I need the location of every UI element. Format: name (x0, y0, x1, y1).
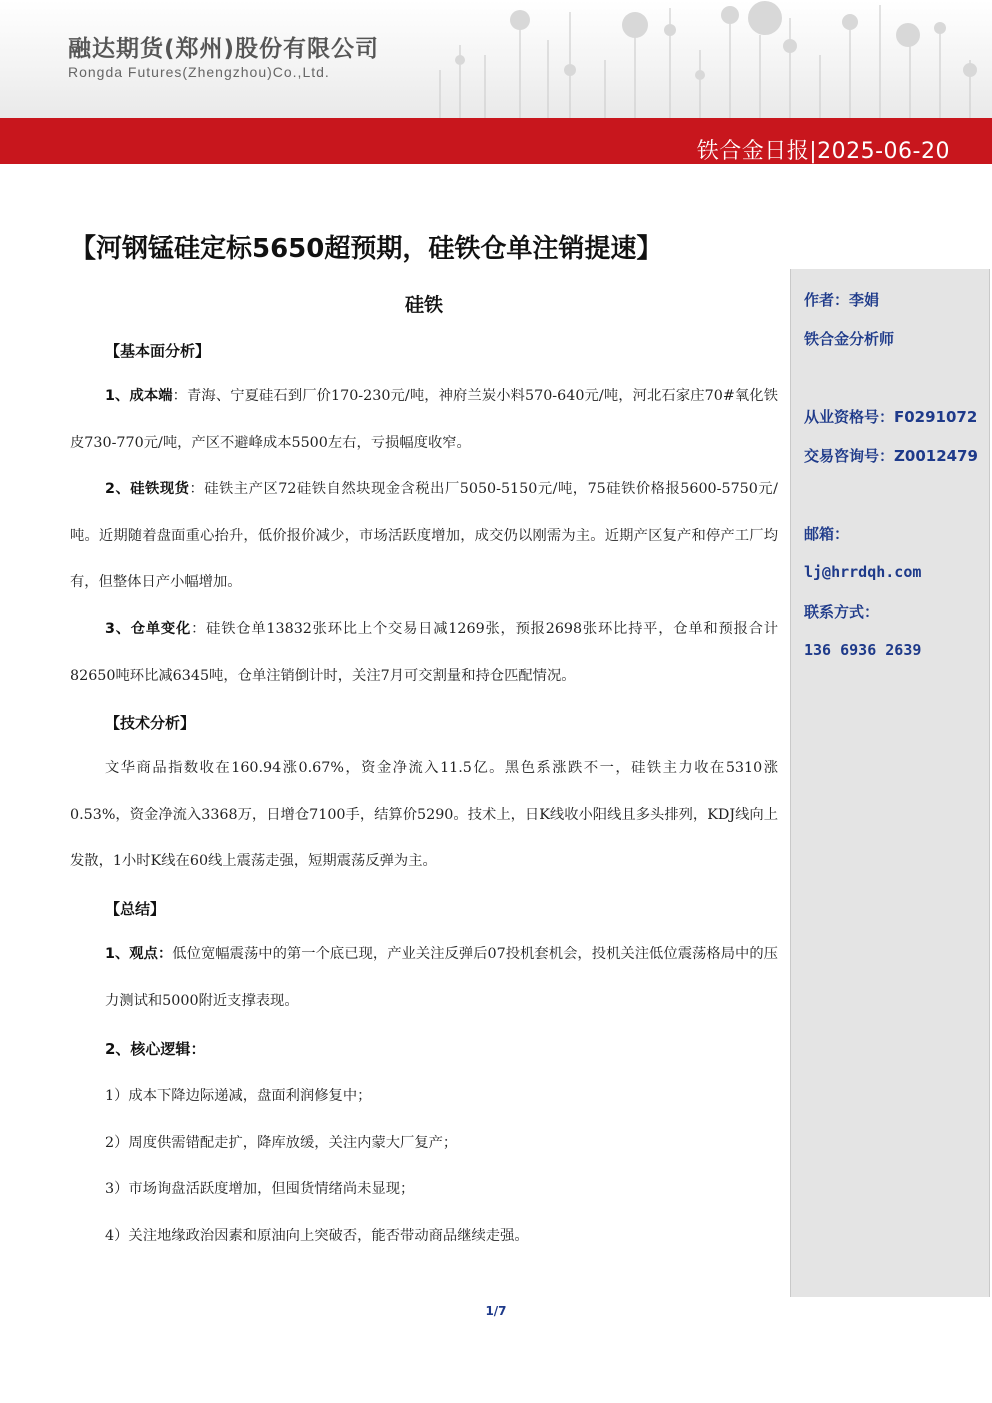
company-name-en: Rongda Futures(Zhengzhou)Co.,Ltd. (68, 64, 330, 80)
qualification-number: 从业资格号：F0291072 (804, 408, 978, 426)
cost-paragraph (70, 373, 778, 466)
technical-paragraph: 文华商品指数收在160.94涨0.67%，资金净流入11.5亿。黑色系涨跌不一，硅铁主力收在5310涨0.53%，资金净流入3368万，日增仓7100手，结算价5290。技术上，日K线收小阳线且多头排列，KDJ线向上发散，1小时K线在60线上震荡走强，短期震荡反弹为主。 (70, 760, 778, 869)
section-technical-heading: 【技术分析】 (105, 714, 196, 732)
header-banner (0, 0, 992, 118)
logic-item: 1）成本下降边际递减，盘面利润修复中； (105, 1088, 372, 1104)
company-name-cn: 融达期货(郑州)股份有限公司 (68, 36, 380, 62)
spot-label: 2、硅铁现货 (105, 481, 190, 497)
phone-number: 136 6936 2639 (804, 641, 922, 659)
consult-number: 交易咨询号：Z0012479 (804, 447, 978, 465)
report-title: 铁合金日报|2025-06-20 (696, 139, 950, 164)
core-logic-heading: 2、核心逻辑： (105, 1040, 206, 1058)
header-red-bar (0, 118, 992, 164)
logic-item: 2）周度供需错配走扩，降库放缓，关注内蒙大厂复产； (105, 1135, 458, 1151)
contact-label: 联系方式： (804, 603, 880, 621)
view-paragraph (105, 931, 778, 1024)
author-role: 铁合金分析师 (804, 330, 895, 348)
email-address[interactable]: lj@hrrdqh.com (804, 563, 922, 581)
header-decoration-graphic (430, 0, 992, 118)
logic-item: 4）关注地缘政治因素和原油向上突破否，能否带动商品继续走强。 (105, 1228, 529, 1244)
cost-text: ：青海、宁夏硅石到厂价170-230元/吨，神府兰炭小料570-640元/吨，河北石家庄70#氧化铁皮730-770元/吨，产区不避峰成本5500左右，亏损幅度收窄。 (70, 388, 778, 451)
spot-text: ：硅铁主产区72硅铁自然块现金含税出厂5050-5150元/吨，75硅铁价格报5600-5750元/吨。近期随着盘面重心抬升，低价报价减少，市场活跃度增加，成交仍以刚需为主。近期产区复产和停产工厂均有，但整体日产小幅增加。 (70, 481, 778, 590)
email-label: 邮箱： (804, 525, 850, 543)
warrant-label: 3、仓单变化 (105, 621, 192, 637)
spot-paragraph (70, 466, 778, 606)
author-name: 作者：李娟 (804, 291, 880, 309)
section-summary-heading: 【总结】 (105, 900, 166, 918)
logic-item: 3）市场询盘活跃度增加，但囤货情绪尚未显现； (105, 1181, 415, 1197)
page-number: 1/7 (485, 1304, 507, 1318)
view-label: 1、观点： (105, 946, 173, 962)
warrant-paragraph (70, 606, 778, 699)
subtitle: 硅铁 (404, 294, 443, 316)
section-fundamental-heading: 【基本面分析】 (105, 342, 211, 360)
view-text: 低位宽幅震荡中的第一个底已现，产业关注反弹后07投机套机会，投机关注低位震荡格局中的压力测试和5000附近支撑表现。 (105, 946, 778, 1009)
cost-label: 1、成本端 (105, 388, 173, 404)
headline: 【河钢锰硅定标5650超预期，硅铁仓单注销提速】 (70, 234, 663, 264)
author-sidebar (790, 269, 990, 1297)
warrant-text: ：硅铁仓单13832张环比上个交易日减1269张，预报2698张环比持平，仓单和预报合计82650吨环比减6345吨，仓单注销倒计时，关注7月可交割量和持仓匹配情况。 (70, 621, 779, 684)
